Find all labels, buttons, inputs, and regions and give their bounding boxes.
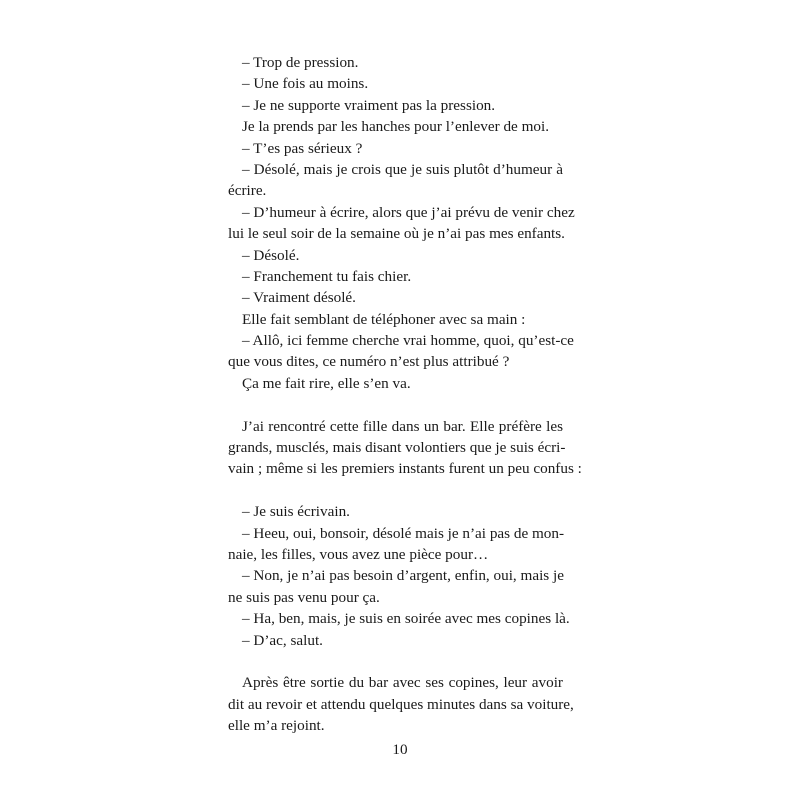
text-line: lui le seul soir de la semaine où je n’ai pas mes enfants. <box>228 225 565 243</box>
text-line: – Je ne supporte vraiment pas la pression. <box>242 96 496 114</box>
text-line: Je la prends par les hanches pour l’enlever de moi. <box>242 118 550 136</box>
text-line: – Franchement tu fais chier. <box>242 267 412 285</box>
text-line: Ça me fait rire, elle s’en va. <box>242 374 411 392</box>
text-line: naie, les filles, vous avez une pièce pour… <box>228 545 489 563</box>
text-line: – Ha, ben, mais, je suis en soirée avec mes copines là. <box>242 610 570 628</box>
text-line: – Vraiment désolé. <box>242 289 356 307</box>
text-line: dit au revoir et attendu quelques minutes dans sa voiture, <box>228 695 574 713</box>
text-line: – D’humeur à écrire, alors que j’ai prévu de venir chez <box>242 203 575 221</box>
text-line: – D’ac, salut. <box>242 631 323 649</box>
text-line: – Une fois au moins. <box>242 75 369 93</box>
paragraph-gap <box>228 394 563 415</box>
text-line: – Non, je n’ai pas besoin d’argent, enfin, oui, mais je <box>242 567 564 585</box>
page-text-block <box>228 52 582 737</box>
text-line: ne suis pas venu pour ça. <box>228 588 380 606</box>
text-line: elle m’a rejoint. <box>228 717 325 735</box>
text-line: grands, musclés, mais disant volontiers que je suis écri- <box>228 439 566 457</box>
page-number: 10 <box>392 741 408 758</box>
text-line: vain ; même si les premiers instants furent un peu confus : <box>228 460 582 478</box>
text-line: – Désolé, mais je crois que je suis plutôt d’humeur à <box>242 160 563 178</box>
paragraph-gap <box>228 480 563 501</box>
text-line: que vous dites, ce numéro n’est plus attribué ? <box>228 353 510 371</box>
paragraph-gap <box>228 651 563 672</box>
text-line: – T’es pas sérieux ? <box>242 139 363 157</box>
text-line: Elle fait semblant de téléphoner avec sa main : <box>242 310 526 328</box>
text-line: Après être sortie du bar avec ses copines, leur avoir <box>242 674 563 692</box>
text-line: – Allô, ici femme cherche vrai homme, quoi, qu’est-ce <box>242 332 574 350</box>
text-line: – Heeu, oui, bonsoir, désolé mais je n’ai pas de mon- <box>242 524 565 542</box>
text-line: – Désolé. <box>242 246 300 264</box>
text-line: écrire. <box>228 182 267 200</box>
text-line: J’ai rencontré cette fille dans un bar. Elle préfère les <box>242 417 563 435</box>
text-line: – Trop de pression. <box>242 54 359 71</box>
text-line: – Je suis écrivain. <box>242 503 350 521</box>
